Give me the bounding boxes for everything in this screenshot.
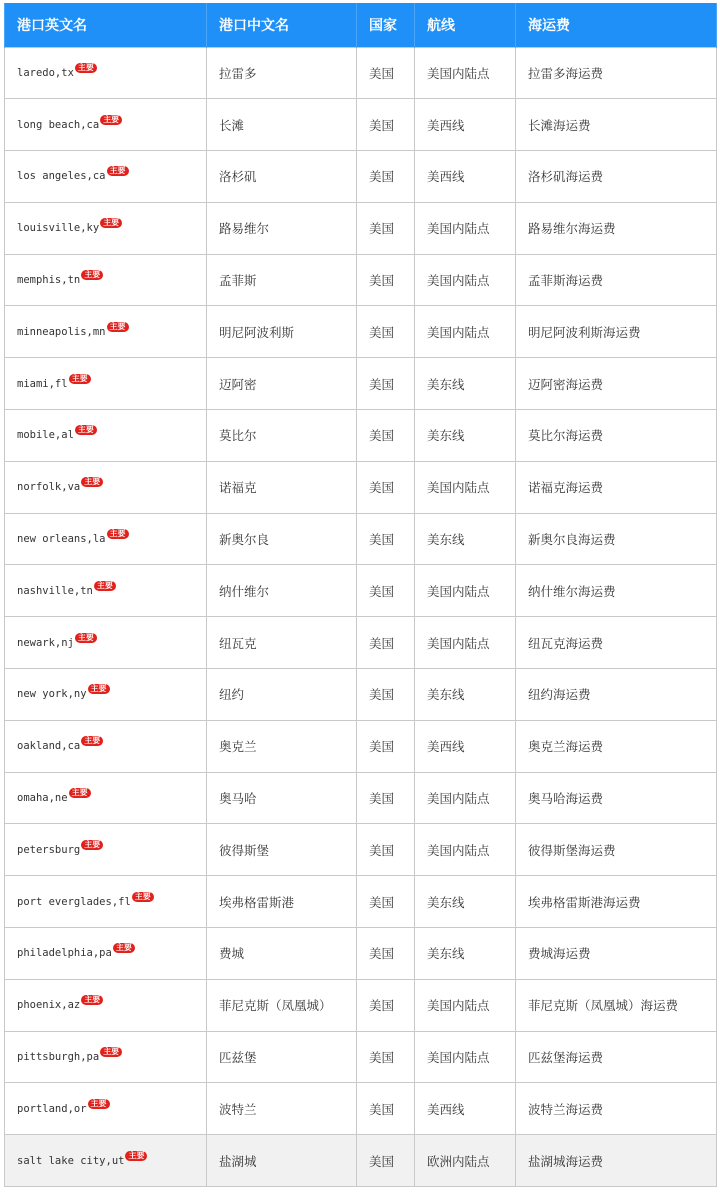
port-freight-link[interactable]: 费城海运费 [516,928,717,980]
port-route: 美国内陆点 [415,202,516,254]
port-route: 美西线 [415,99,516,151]
table-header-row [5,3,717,47]
port-english-name[interactable]: long beach,ca [17,118,100,131]
port-english-name[interactable]: oakland,ca [17,740,81,753]
port-english-name[interactable]: norfolk,va [17,481,81,494]
port-chinese-name: 新奥尔良 [207,513,357,565]
port-chinese-name: 纳什维尔 [207,565,357,617]
port-english-name-cell[interactable] [5,617,207,669]
port-freight-link[interactable]: 奥马哈海运费 [516,772,717,824]
port-route: 欧洲内陆点 [415,1135,516,1187]
port-english-name[interactable]: nashville,tn [17,584,93,597]
port-english-name[interactable]: mobile,al [17,429,74,442]
port-route: 美国内陆点 [415,306,516,358]
major-port-badge: 主要 [88,1099,110,1109]
port-freight-link[interactable]: 奥克兰海运费 [516,720,717,772]
major-port-badge: 主要 [69,374,91,384]
port-route: 美东线 [415,669,516,721]
port-freight-link[interactable]: 菲尼克斯（凤凰城）海运费 [516,979,717,1031]
port-english-name-cell[interactable] [5,306,207,358]
port-country: 美国 [357,1083,415,1135]
table-row [5,617,717,669]
port-country: 美国 [357,824,415,876]
header-english-name: 港口英文名 [5,3,207,47]
table-row [5,254,717,306]
table-row [5,410,717,462]
port-english-name[interactable]: newark,nj [17,636,74,649]
port-english-name-cell[interactable] [5,928,207,980]
port-route: 美东线 [415,876,516,928]
port-route: 美东线 [415,513,516,565]
major-port-badge: 主要 [107,322,129,332]
port-freight-table [4,3,717,1187]
major-port-badge: 主要 [125,1151,147,1161]
port-chinese-name: 奥马哈 [207,772,357,824]
port-country: 美国 [357,617,415,669]
port-freight-link[interactable]: 纽约海运费 [516,669,717,721]
port-freight-link[interactable]: 明尼阿波利斯海运费 [516,306,717,358]
major-port-badge: 主要 [81,270,103,280]
port-country: 美国 [357,47,415,99]
port-english-name[interactable]: new york,ny [17,688,87,701]
port-freight-link[interactable]: 拉雷多海运费 [516,47,717,99]
port-route: 美西线 [415,720,516,772]
port-freight-link[interactable]: 迈阿密海运费 [516,358,717,410]
major-port-badge: 主要 [100,1047,122,1057]
port-chinese-name: 洛杉矶 [207,151,357,203]
port-english-name-cell[interactable] [5,1135,207,1187]
major-port-badge: 主要 [75,633,97,643]
port-chinese-name: 纽瓦克 [207,617,357,669]
port-chinese-name: 菲尼克斯（凤凰城） [207,979,357,1031]
port-country: 美国 [357,669,415,721]
port-route: 美国内陆点 [415,1031,516,1083]
table-row [5,202,717,254]
major-port-badge: 主要 [81,840,103,850]
port-english-name-cell[interactable] [5,979,207,1031]
table-row [5,565,717,617]
port-route: 美国内陆点 [415,565,516,617]
table-row [5,1135,717,1187]
port-chinese-name: 拉雷多 [207,47,357,99]
port-english-name[interactable]: pittsburgh,pa [17,1051,100,1064]
table-row [5,772,717,824]
header-freight: 海运费 [516,3,717,47]
port-freight-link[interactable]: 路易维尔海运费 [516,202,717,254]
port-route: 美国内陆点 [415,254,516,306]
port-chinese-name: 莫比尔 [207,410,357,462]
port-english-name-cell[interactable] [5,720,207,772]
port-route: 美国内陆点 [415,461,516,513]
port-country: 美国 [357,99,415,151]
major-port-badge: 主要 [132,892,154,902]
port-country: 美国 [357,1031,415,1083]
port-english-name-cell[interactable] [5,410,207,462]
port-chinese-name: 彼得斯堡 [207,824,357,876]
port-route: 美国内陆点 [415,979,516,1031]
port-english-name-cell[interactable] [5,461,207,513]
table-row [5,669,717,721]
port-freight-link[interactable]: 莫比尔海运费 [516,410,717,462]
table-row [5,358,717,410]
port-english-name[interactable]: port everglades,fl [17,895,131,908]
port-english-name-cell[interactable] [5,772,207,824]
port-english-name-cell[interactable] [5,202,207,254]
major-port-badge: 主要 [81,736,103,746]
table-row [5,720,717,772]
port-chinese-name: 奥克兰 [207,720,357,772]
port-english-name-cell[interactable] [5,358,207,410]
port-chinese-name: 明尼阿波利斯 [207,306,357,358]
major-port-badge: 主要 [81,995,103,1005]
port-chinese-name: 埃弗格雷斯港 [207,876,357,928]
table-row [5,513,717,565]
major-port-badge: 主要 [81,477,103,487]
major-port-badge: 主要 [107,166,129,176]
port-english-name[interactable]: philadelphia,pa [17,947,112,960]
table-row [5,151,717,203]
major-port-badge: 主要 [69,788,91,798]
port-chinese-name: 费城 [207,928,357,980]
port-country: 美国 [357,772,415,824]
major-port-badge: 主要 [88,684,110,694]
port-english-name[interactable]: new orleans,la [17,533,106,546]
port-english-name-cell[interactable] [5,1031,207,1083]
table-body [5,47,717,1187]
port-english-name[interactable]: laredo,tx [17,66,74,79]
port-country: 美国 [357,565,415,617]
port-english-name-cell[interactable] [5,99,207,151]
port-freight-link[interactable]: 诺福克海运费 [516,461,717,513]
port-english-name[interactable]: salt lake city,ut [17,1154,125,1167]
port-route: 美东线 [415,928,516,980]
port-freight-link[interactable]: 纽瓦克海运费 [516,617,717,669]
table-row [5,461,717,513]
port-english-name-cell[interactable] [5,1083,207,1135]
port-english-name-cell[interactable] [5,47,207,99]
port-english-name[interactable]: omaha,ne [17,792,68,805]
port-freight-link[interactable]: 洛杉矶海运费 [516,151,717,203]
port-freight-link[interactable]: 盐湖城海运费 [516,1135,717,1187]
port-english-name[interactable]: memphis,tn [17,274,81,287]
major-port-badge: 主要 [107,529,129,539]
port-english-name[interactable]: phoenix,az [17,999,81,1012]
port-country: 美国 [357,461,415,513]
port-english-name[interactable]: petersburg [17,843,81,856]
port-english-name-cell[interactable] [5,254,207,306]
port-route: 美西线 [415,1083,516,1135]
port-chinese-name: 迈阿密 [207,358,357,410]
table-row [5,1031,717,1083]
port-country: 美国 [357,1135,415,1187]
port-freight-link[interactable]: 彼得斯堡海运费 [516,824,717,876]
port-route: 美国内陆点 [415,617,516,669]
port-english-name-cell[interactable] [5,513,207,565]
port-freight-link[interactable]: 纳什维尔海运费 [516,565,717,617]
port-country: 美国 [357,202,415,254]
port-freight-link[interactable]: 孟菲斯海运费 [516,254,717,306]
port-english-name-cell[interactable] [5,824,207,876]
table-row [5,824,717,876]
port-country: 美国 [357,306,415,358]
port-english-name[interactable]: los angeles,ca [17,170,106,183]
port-country: 美国 [357,513,415,565]
port-english-name[interactable]: louisville,ky [17,222,100,235]
port-english-name[interactable]: minneapolis,mn [17,325,106,338]
table-row [5,306,717,358]
major-port-badge: 主要 [100,115,122,125]
table-row [5,99,717,151]
port-english-name[interactable]: miami,fl [17,377,68,390]
port-english-name-cell[interactable] [5,565,207,617]
major-port-badge: 主要 [75,63,97,73]
port-route: 美西线 [415,151,516,203]
port-chinese-name: 匹兹堡 [207,1031,357,1083]
port-route: 美东线 [415,410,516,462]
port-chinese-name: 孟菲斯 [207,254,357,306]
header-chinese-name: 港口中文名 [207,3,357,47]
port-freight-link[interactable]: 匹兹堡海运费 [516,1031,717,1083]
port-chinese-name: 纽约 [207,669,357,721]
port-chinese-name: 长滩 [207,99,357,151]
port-freight-link[interactable]: 波特兰海运费 [516,1083,717,1135]
port-country: 美国 [357,358,415,410]
port-route: 美东线 [415,358,516,410]
port-freight-link[interactable]: 新奥尔良海运费 [516,513,717,565]
port-chinese-name: 波特兰 [207,1083,357,1135]
major-port-badge: 主要 [94,581,116,591]
major-port-badge: 主要 [113,943,135,953]
port-route: 美国内陆点 [415,772,516,824]
port-english-name[interactable]: portland,or [17,1102,87,1115]
header-country: 国家 [357,3,415,47]
port-english-name-cell[interactable] [5,669,207,721]
port-route: 美国内陆点 [415,824,516,876]
port-country: 美国 [357,254,415,306]
port-english-name-cell[interactable] [5,876,207,928]
table-row [5,876,717,928]
port-freight-link[interactable]: 长滩海运费 [516,99,717,151]
port-route: 美国内陆点 [415,47,516,99]
port-chinese-name: 诺福克 [207,461,357,513]
port-chinese-name: 盐湖城 [207,1135,357,1187]
table-row [5,47,717,99]
header-route: 航线 [415,3,516,47]
table-row [5,928,717,980]
port-country: 美国 [357,876,415,928]
port-country: 美国 [357,151,415,203]
major-port-badge: 主要 [100,218,122,228]
port-country: 美国 [357,720,415,772]
port-country: 美国 [357,979,415,1031]
port-freight-link[interactable]: 埃弗格雷斯港海运费 [516,876,717,928]
port-country: 美国 [357,410,415,462]
port-chinese-name: 路易维尔 [207,202,357,254]
major-port-badge: 主要 [75,425,97,435]
port-english-name-cell[interactable] [5,151,207,203]
table-row [5,979,717,1031]
table-row [5,1083,717,1135]
port-country: 美国 [357,928,415,980]
